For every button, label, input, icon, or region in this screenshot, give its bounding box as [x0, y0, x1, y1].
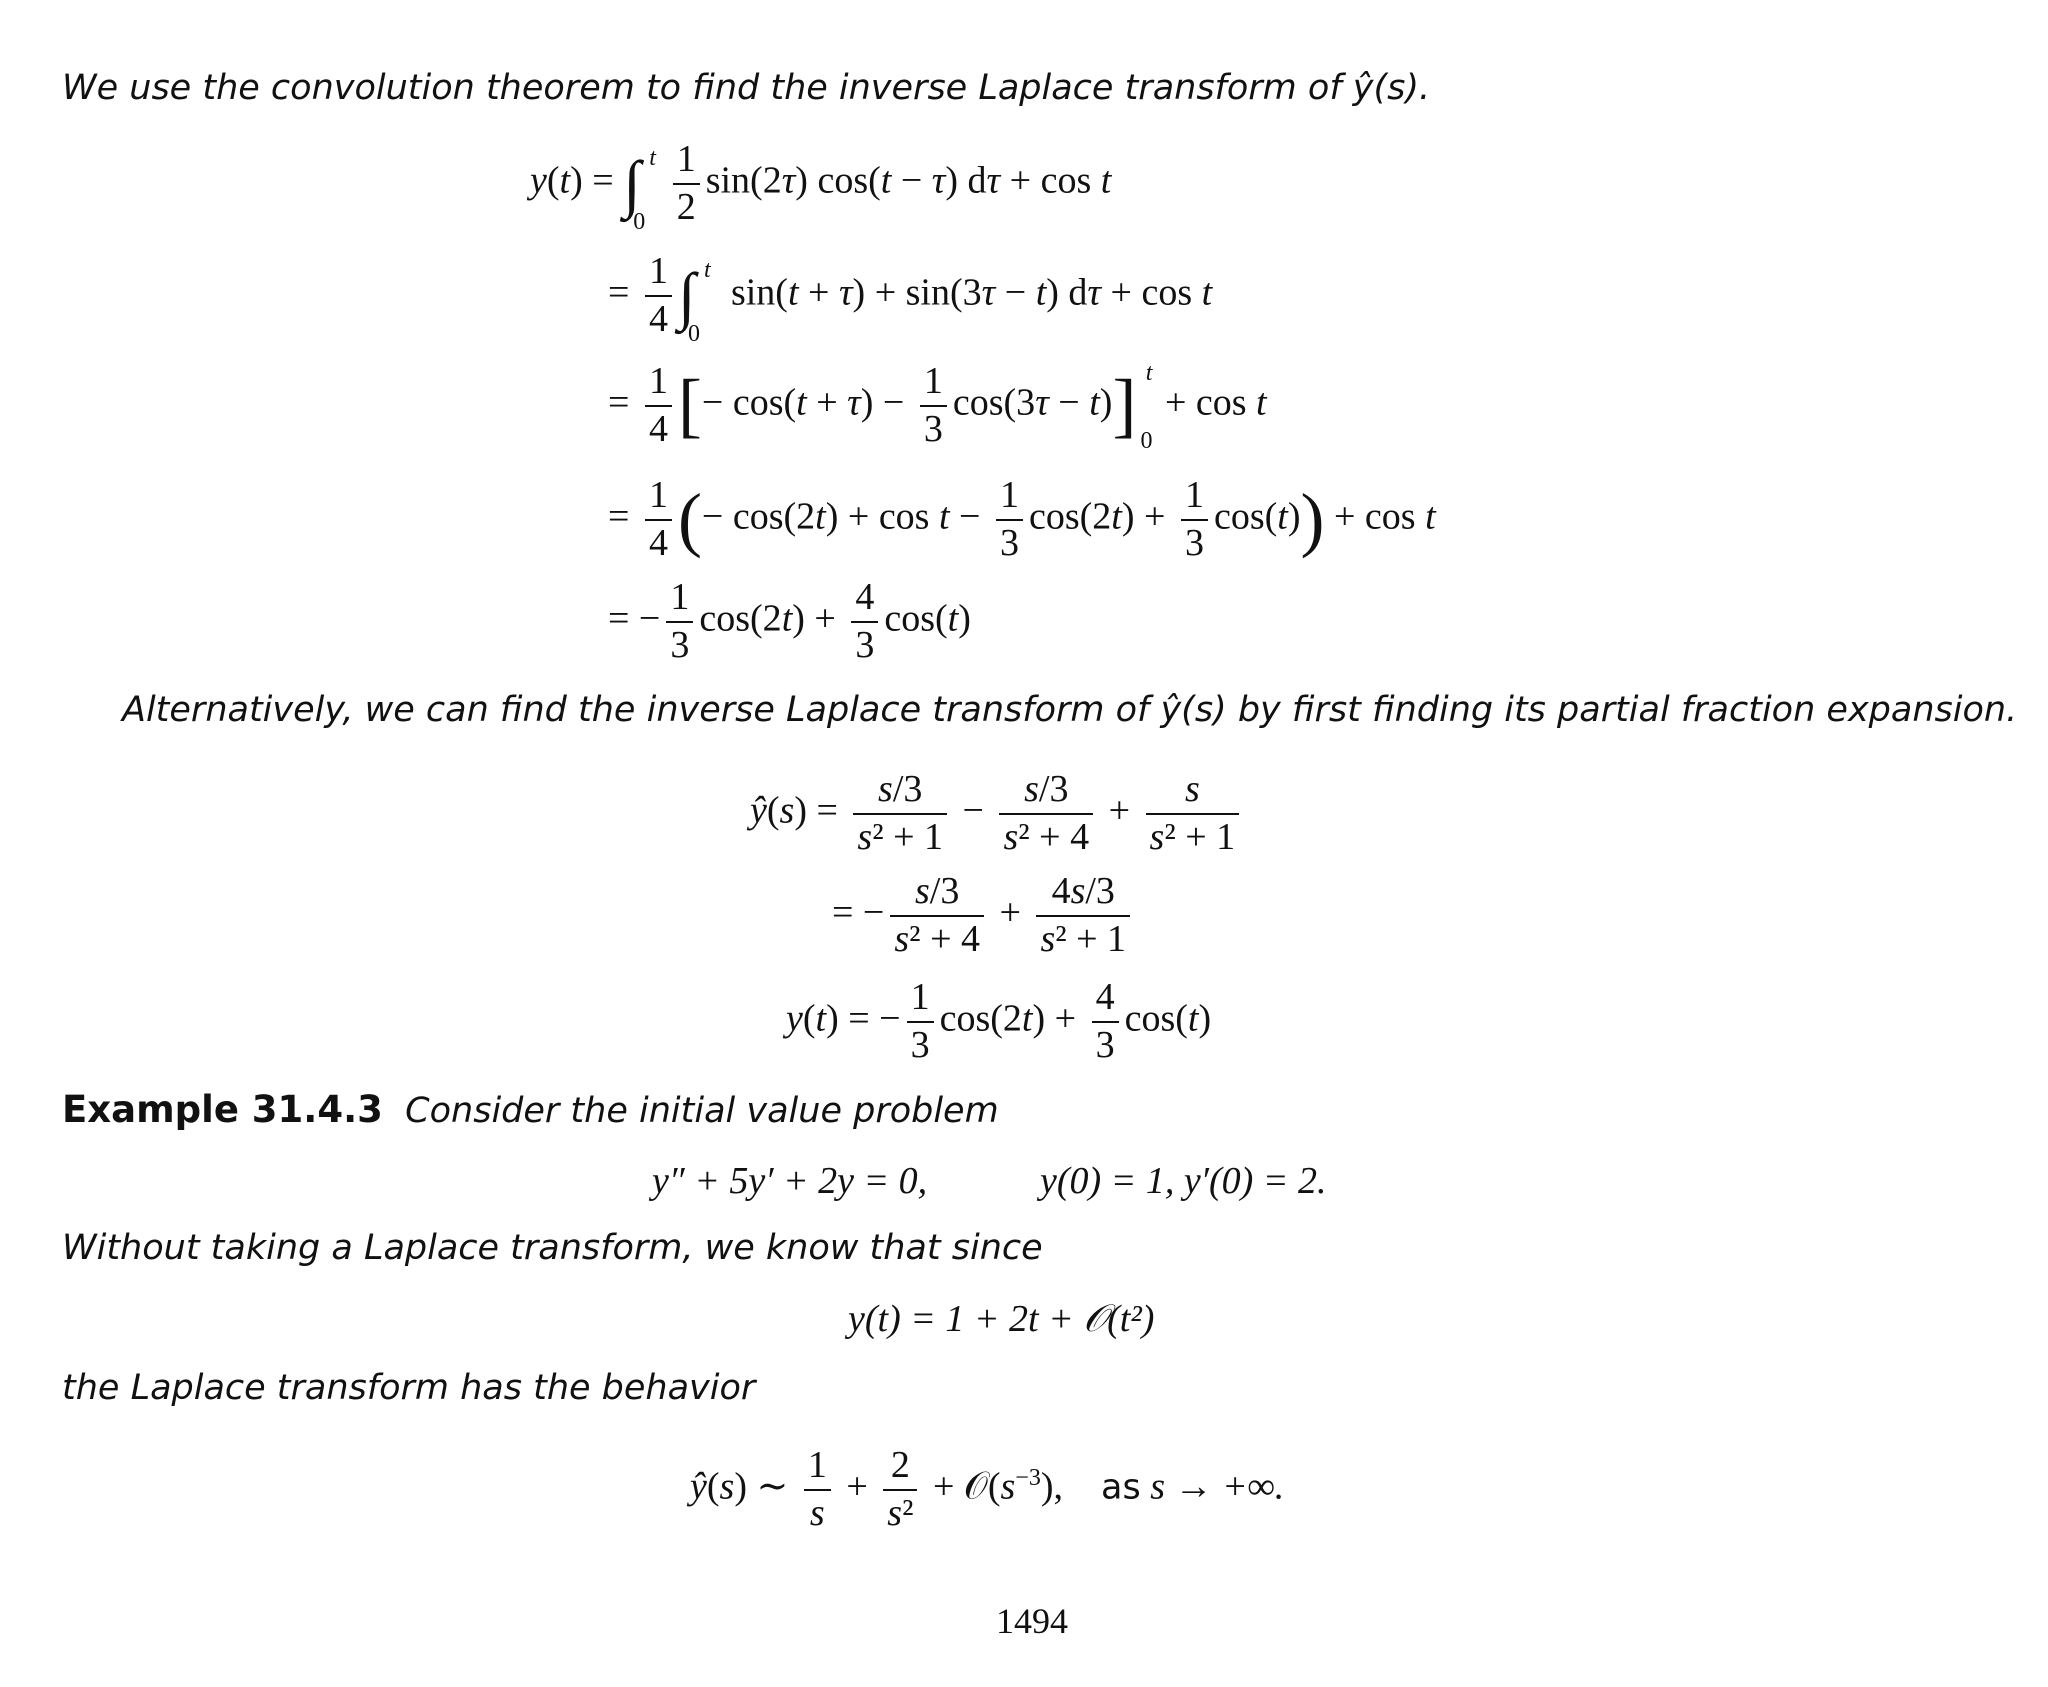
- without-text: Without taking a Laplace transform, we know that since: [62, 1228, 1043, 1268]
- example-label: Example 31.4.3: [62, 1088, 383, 1131]
- equation-line-2: = $\frac{1}{4}$ ∫ t 0 sin(t + τ) + sin(3τ − t) dτ + cos t: [608, 250, 1213, 347]
- page-number: 1494: [996, 1601, 1068, 1641]
- ivp-conditions: [1040, 1162, 1326, 1200]
- example-text: Consider the initial value problem: [405, 1091, 999, 1131]
- partial-fraction-line-2: = − $\frac{s/3}{\text{s² + 4}}$ + $\frac{4s/3}{\text{s² + 1}}$: [832, 872, 1136, 960]
- equation-line-1: y(t) = ∫ t 0 $\frac{1}{2}$ sin(2τ) cos(t − τ) dτ + cos t: [530, 138, 1112, 235]
- alternative-text: Alternatively, we can find the inverse Laplace transform of ŷ(s) by first finding its partial fraction expansion.: [122, 690, 2018, 730]
- partial-fraction-result: y(t) = − $\frac{1}{3}$ cos(2t) + $\frac{4}{3}$ cos(t): [786, 976, 1212, 1066]
- ivp-equation: [652, 1162, 927, 1200]
- partial-fraction-line-1: ŷ(s) = $\frac{s/3}{\text{s² + 1}}$ − $\frac{s/3}{\text{s² + 4}}$ + $\frac{s}{\text{s² + 1}}$: [750, 770, 1245, 858]
- series-equation-text: y(t) = 1 + 2t + 𝒪(t²): [848, 1298, 1155, 1340]
- equation-line-3: = $\frac{1}{4}$ [− cos(t + τ) − $\frac{1}{3}$ cos(3τ − t)] t 0 + cos t: [608, 360, 1267, 454]
- as-text: as: [1101, 1467, 1141, 1508]
- ivp-equation-text: y″ + 5y′ + 2y = 0,: [652, 1160, 928, 1202]
- limit-text: s → +∞.: [1150, 1465, 1285, 1508]
- example-heading: [62, 1088, 999, 1131]
- series-equation: [848, 1300, 1154, 1338]
- asymptotic-equation: ŷ(s) ∼ $\frac{1}{s}$ + $\frac{2}{\text{s²}}$ + $𝒪(s^{-3})$, as s → +∞.: [690, 1444, 1285, 1534]
- behavior-text: the Laplace transform has the behavior: [62, 1368, 756, 1408]
- equation-line-4: = $\frac{1}{4}$ (− cos(2t) + cos t − $\frac{1}{3}$ cos(2t) + $\frac{1}{3}$ cos(t)) + cos t: [608, 474, 1436, 564]
- intro-text: We use the convolution theorem to find the inverse Laplace transform of ŷ(s).: [62, 68, 1431, 108]
- ivp-conditions-text: y(0) = 1, y′(0) = 2.: [1040, 1160, 1327, 1202]
- equation-line-5: = − $\frac{1}{3}$ cos(2t) + $\frac{4}{3}$ cos(t): [608, 576, 971, 666]
